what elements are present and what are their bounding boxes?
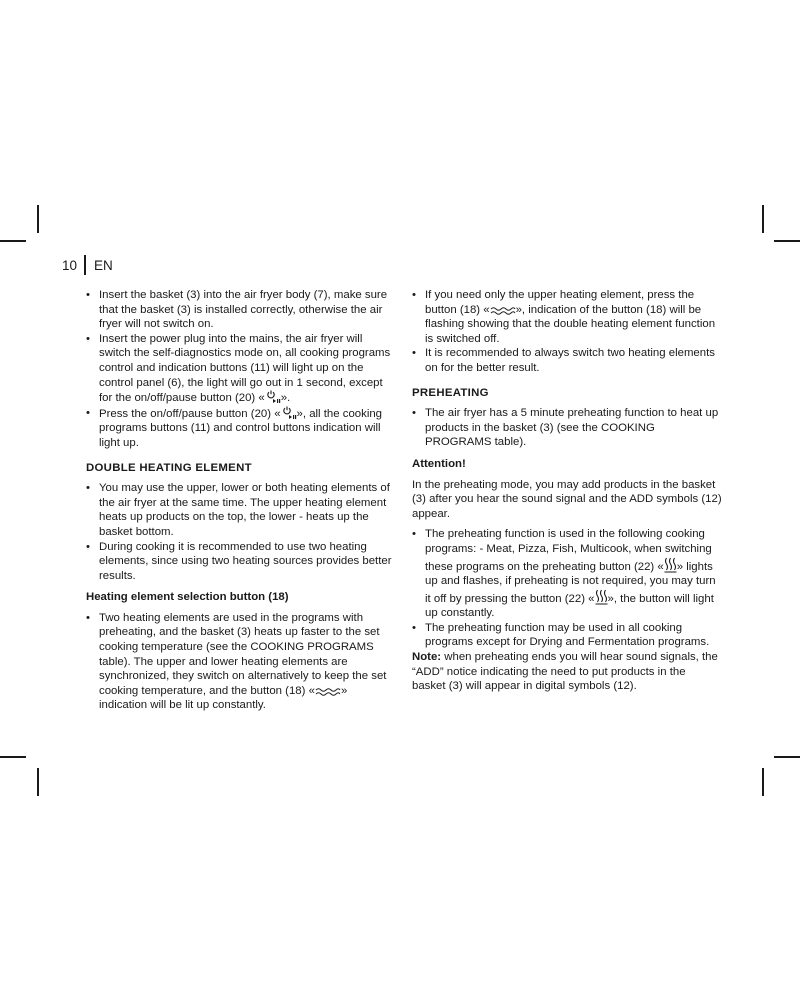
list-item: • Press the on/off/pause button (20) « », all the cooking programs buttons (11) and control buttons indication will light up.	[86, 406, 394, 451]
note-label: Note:	[412, 651, 442, 664]
crop-mark-top-right-vertical	[762, 205, 764, 233]
list-item: • If you need only the upper heating element, press the button (18) « », indication of the button (18) will be flashing showing that the double heating element function is switched off.	[412, 288, 722, 346]
list-item: • During cooking it is recommended to use two heating elements, since using two heating sources provides better results.	[86, 540, 394, 584]
page-language: EN	[94, 257, 113, 273]
note-paragraph	[412, 650, 722, 694]
right-column	[412, 288, 722, 694]
heating-element-icon	[490, 306, 516, 316]
list-item: • It is recommended to always switch two heating elements on for the better result.	[412, 346, 722, 375]
power-pause-icon	[281, 406, 297, 420]
upper-element-bullet-list	[412, 288, 722, 376]
note-text: when preheating ends you will hear sound signals, the “ADD” notice indicating the need to put products in the basket (3) will appear in digital symbols (12).	[412, 651, 718, 693]
left-column	[86, 288, 394, 713]
crop-mark-top-left-horizontal	[0, 240, 26, 242]
crop-mark-bottom-left-vertical	[37, 768, 39, 796]
list-item: • The preheating function may be used in all cooking programs except for Drying and Fermentation programs.	[412, 621, 722, 650]
attention-label: Attention!	[412, 457, 466, 470]
power-pause-icon	[265, 390, 281, 404]
subheading-heating-selection-button: Heating element selection button (18)	[86, 591, 289, 604]
attention-text: In the preheating mode, you may add products in the basket (3) after you hear the sound signal and the ADD symbols (12) appear.	[412, 478, 722, 520]
list-item: • Insert the power plug into the mains, the air fryer will switch the self-diagnostics mode on, all cooking programs control and indication buttons (11) will light up on the control panel (6), the light will go out in 1 second, except for the on/off/pause button (20) « ».	[86, 332, 394, 406]
list-item: • Insert the basket (3) into the air fryer body (7), make sure that the basket (3) is installed correctly, otherwise the air fryer will not switch on.	[86, 288, 394, 332]
setup-bullet-list	[86, 288, 394, 451]
crop-mark-bottom-left-horizontal	[0, 756, 26, 758]
list-item: • The preheating function is used in the following cooking programs: - Meat, Pizza, Fish, Multicook, when switching these programs on the preheating button (22) « » lights up and flashes, if preheating is not required, you may turn it off by pressing the button (22) « », the button will light up constantly.	[412, 527, 722, 621]
heating-selection-bullet-list	[86, 611, 394, 713]
crop-mark-bottom-right-vertical	[762, 768, 764, 796]
heading-double-heating-element: DOUBLE HEATING ELEMENT	[86, 461, 252, 474]
preheating-bullet-list	[412, 406, 722, 450]
crop-mark-top-left-vertical	[37, 205, 39, 233]
heading-preheating: PREHEATING	[412, 386, 489, 399]
steam-preheat-icon	[664, 557, 677, 573]
crop-mark-top-right-horizontal	[774, 240, 800, 242]
heating-element-icon	[315, 687, 341, 697]
steam-preheat-icon	[595, 589, 608, 605]
double-heating-bullet-list	[86, 481, 394, 583]
list-item: • The air fryer has a 5 minute preheating function to heat up products in the basket (3) (see the COOKING PROGRAMS table).	[412, 406, 722, 450]
list-item: • You may use the upper, lower or both heating elements of the air fryer at the same time. The upper heating element heats up products on the top, the lower - heats up the basket bottom.	[86, 481, 394, 539]
list-item: • Two heating elements are used in the programs with preheating, and the basket (3) heats up faster to the set cooking temperature (see the COOKING PROGRAMS table). The upper and lower heating elements are synchronized, they switch on alternatively to keep the set cooking temperature, and the button (18) « » indication will be lit up constantly.	[86, 611, 394, 713]
header-divider	[84, 255, 86, 275]
preheating-usage-bullet-list	[412, 527, 722, 650]
crop-mark-bottom-right-horizontal	[774, 756, 800, 758]
page-header	[62, 255, 113, 275]
page-number: 10	[62, 257, 78, 273]
